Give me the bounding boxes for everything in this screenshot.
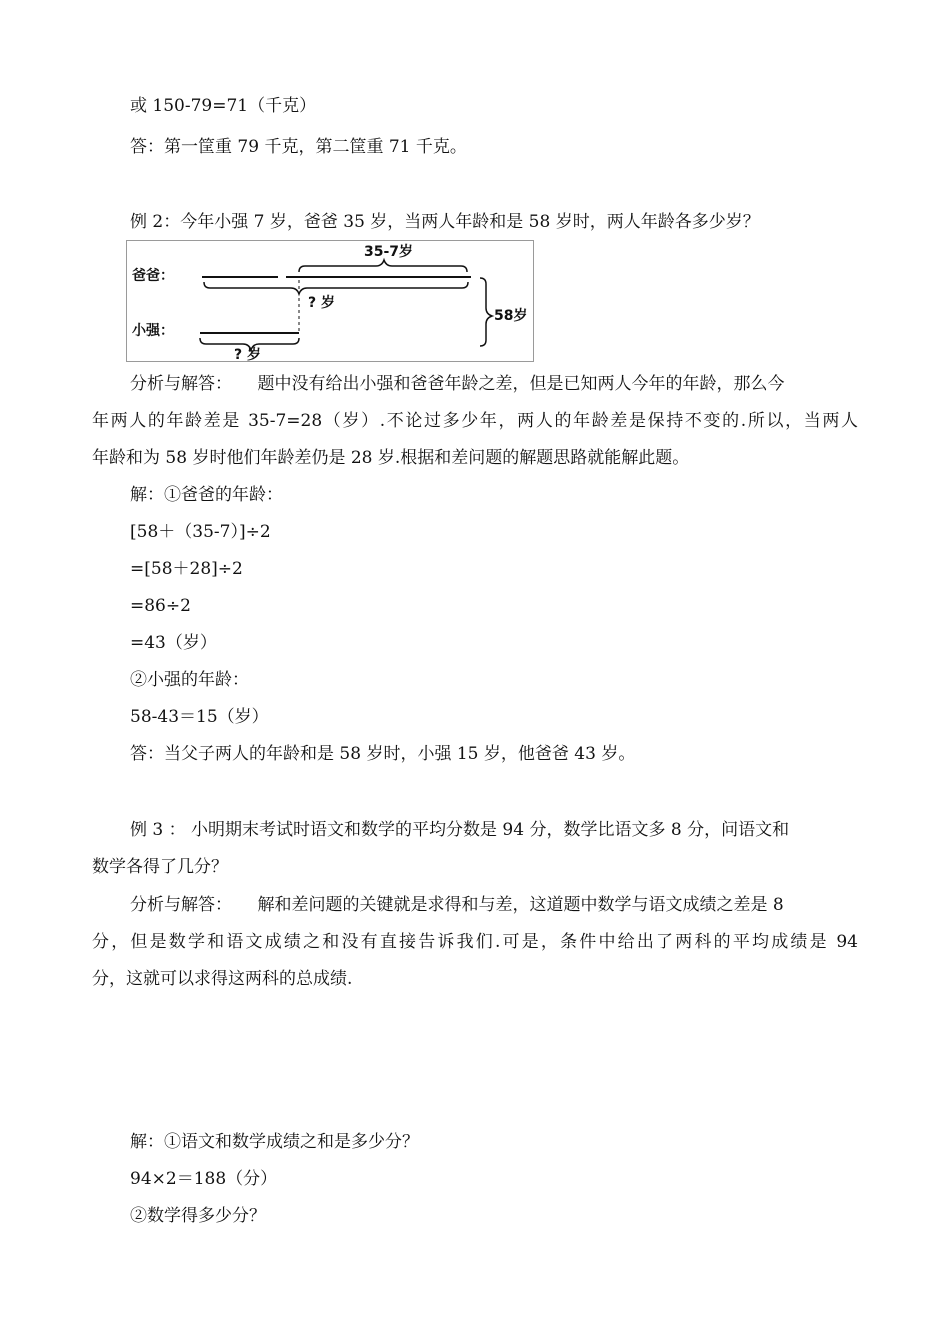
- analysis-line: 年两人的年龄差是 35-7=28（岁）.不论过多少年，两人的年龄差是保持不变的.所以，当两人: [92, 411, 858, 431]
- solution-line: =[58＋28]÷2: [130, 559, 243, 579]
- solution-line: =43（岁）: [130, 633, 217, 653]
- label-dad: 爸爸：: [132, 268, 174, 284]
- answer-line: 答：第一筐重 79 千克，第二筐重 71 千克。: [130, 137, 467, 157]
- analysis-line: 分，但是数学和语文成绩之和没有直接告诉我们.可是，条件中给出了两科的平均成绩是 94: [92, 932, 858, 952]
- solution-line: ②小强的年龄：: [130, 670, 249, 690]
- text-line: 或 150-79=71（千克）: [130, 96, 317, 116]
- analysis-line: 分，这就可以求得这两科的总成绩.: [92, 969, 353, 989]
- solution-line: ②数学得多少分？: [130, 1206, 266, 1226]
- label-unknown-dad: ? 岁: [308, 295, 335, 311]
- label-difference: 35-7岁: [364, 244, 414, 260]
- solution-line: 58-43＝15（岁）: [130, 707, 269, 727]
- label-sum: 58岁: [494, 308, 528, 324]
- label-unknown-son: ? 岁: [234, 347, 261, 362]
- analysis-line: 年龄和为 58 岁时他们年龄差仍是 28 岁.根据和差问题的解题思路就能解此题。: [92, 448, 690, 468]
- solution-line: =86÷2: [130, 596, 191, 616]
- analysis-line: 分析与解答： 题中没有给出小强和爸爸年龄之差，但是已知两人今年的年龄，那么今: [130, 374, 785, 394]
- analysis-line: 分析与解答： 解和差问题的关键就是求得和与差，这道题中数学与语文成绩之差是 8: [130, 895, 784, 915]
- line-segment-diagram: [126, 240, 534, 362]
- answer-line: 答：当父子两人的年龄和是 58 岁时，小强 15 岁，他爸爸 43 岁。: [130, 744, 636, 764]
- label-son: 小强：: [132, 323, 174, 339]
- example-2-title: 例 2：今年小强 7 岁，爸爸 35 岁，当两人年龄和是 58 岁时，两人年龄各多少岁？: [130, 212, 760, 232]
- example-3-title: 例 3 ： 小明期末考试时语文和数学的平均分数是 94 分，数学比语文多 8 分，问语文和: [130, 820, 790, 840]
- solution-line: 94×2＝188（分）: [130, 1169, 278, 1189]
- solution-line: 解：①爸爸的年龄：: [130, 485, 283, 505]
- example-3-title: 数学各得了几分？: [92, 857, 228, 877]
- solution-line: 解：①语文和数学成绩之和是多少分？: [130, 1132, 419, 1152]
- solution-line: [58＋（35-7）]÷2: [130, 522, 271, 542]
